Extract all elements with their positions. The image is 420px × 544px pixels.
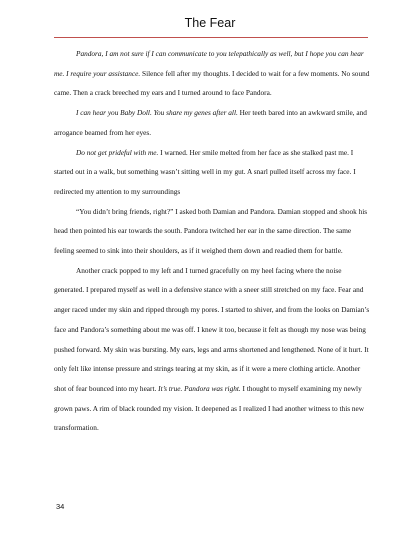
paragraph-2 — [54, 103, 370, 142]
running-head-title: The Fear — [184, 16, 236, 30]
paragraph-5 — [54, 261, 370, 438]
narration: I thought to myself examining my newly grown paws. A rim of black rounded my vision. It deepened as I realized I had another witness to this new transformation. — [54, 383, 365, 433]
italic-thought: Pandora, I am not sure if I can communicate to you telepathically as well, but I hope you can hear me. I require your assistance. — [54, 49, 364, 78]
narration: Another crack popped to my left and I turned gracefully on my heel facing where the noise generated. I prepared myself as well in a defensive stance with a sneer still stretched on my face. Fear and anger raced under my skin and ripped through my pores. I started to shiver, and from the looks on Damian’s face and Pandora’s something about me was off. I knew it too, because it felt as though my nose was being pushed forward. My skin was bursting. My ears, legs and arms shortened and lengthened. None of it hurt. It only felt like intense pressure and strings tearing at my skin, as if it were a mere clothing article. Another shot of fear bounced into my heart. — [54, 265, 370, 393]
narration: I warned. Her smile melted from her face as she stalked past me. I started out in a walk, but something wasn’t sitting well in my gut. A snarl pulled itself across my face. I redirected my attention to my surroundings — [54, 147, 356, 196]
paragraph-3 — [54, 143, 370, 202]
header-rule — [54, 37, 368, 38]
italic-thought: I can hear you Baby Doll. You share my genes after all. — [76, 108, 238, 118]
italic-thought: It’s true. Pandora was right. — [158, 383, 241, 393]
narration: Silence fell after my thoughts. I decided to wait for a few moments. No sound came. Then a crack breeched my ears and I turned around to face Pandora. — [54, 68, 370, 98]
narration: “You didn’t bring friends, right?” I asked both Damian and Pandora. Damian stopped and shook his head then pointed his ear towards the south. Pandora twitched her ear in the same direction. The same feeling seemed to sink into their shoulders, as if it weighed them down and readied them for battle. — [54, 206, 368, 256]
body-text — [54, 44, 370, 438]
paragraph-1 — [54, 44, 370, 103]
page-number: 34 — [56, 502, 65, 511]
paragraph-4 — [54, 202, 370, 261]
italic-thought: Do not get prideful with me. — [76, 147, 159, 157]
narration: Her teeth bared into an awkward smile, and arrogance beamed from her eyes. — [54, 108, 367, 137]
